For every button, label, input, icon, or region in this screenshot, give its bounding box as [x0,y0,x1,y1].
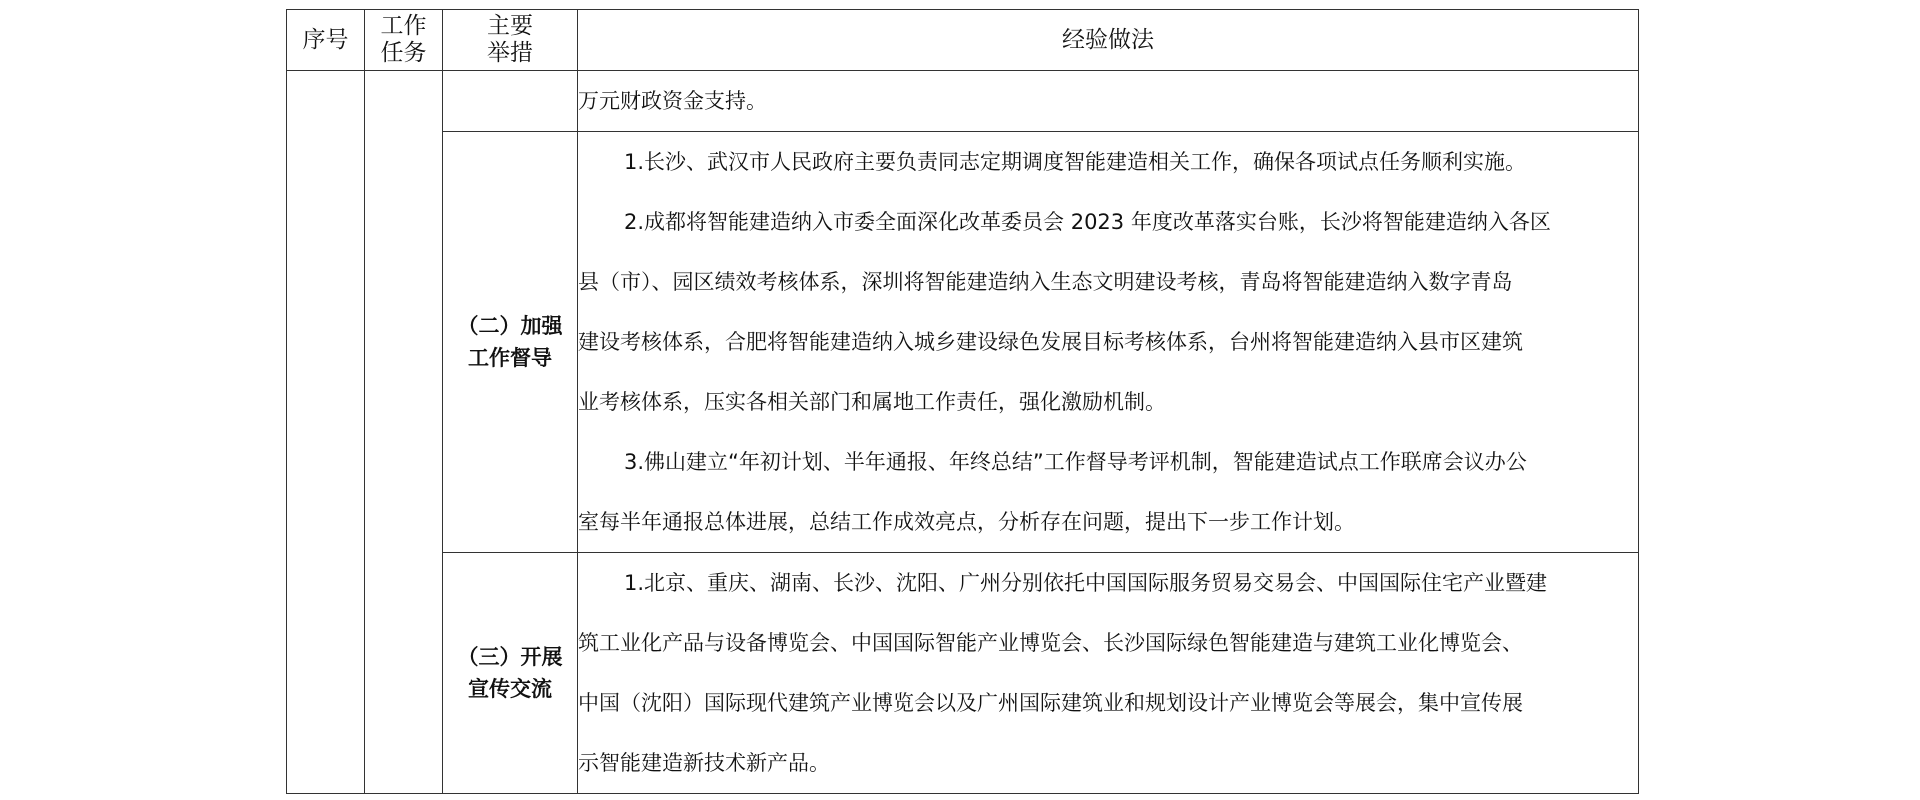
measure-cell-supervision [443,132,578,553]
header-seq: 序号 [287,10,365,71]
text-line: 2.成都将智能建造纳入市委全面深化改革委员会 2023 年度改革落实台账，长沙将智能建造纳入各区 [624,210,1551,234]
header-row [287,10,1639,71]
table-row [287,553,1639,794]
text-line: 筑工业化产品与设备博览会、中国国际智能产业博览会、长沙国际绿色智能建造与建筑工业化博览会、 [578,631,1523,655]
paragraph [578,192,1638,432]
text-line: 万元财政资金支持。 [578,89,767,113]
text-line: 1.长沙、武汉市人民政府主要负责同志定期调度智能建造相关工作，确保各项试点任务顺利实施。 [624,150,1527,174]
header-measure-line-2: 举措 [487,40,533,66]
task-cell [365,71,443,794]
measure-cell-publicity [443,553,578,794]
text-line: 1.北京、重庆、湖南、长沙、沈阳、广州分别依托中国国际服务贸易交易会、中国国际住宅产业暨建 [624,571,1548,595]
experience-cell [578,553,1639,794]
header-task [365,10,443,71]
header-measure-line-1: 主要 [487,13,533,39]
measure-line: （二）加强 [457,314,563,338]
paragraph [578,132,1638,192]
table-row [287,132,1639,553]
paragraph [578,553,1638,793]
seq-cell [287,71,365,794]
table-row [287,71,1639,132]
experience-table [286,9,1639,794]
header-experience: 经验做法 [578,10,1639,71]
text-line: 中国（沈阳）国际现代建筑产业博览会以及广州国际建筑业和规划设计产业博览会等展会，集中宣传展 [578,691,1523,715]
paragraph [578,432,1638,552]
text-line: 县（市）、园区绩效考核体系，深圳将智能建造纳入生态文明建设考核，青岛将智能建造纳入数字青岛 [578,270,1513,294]
measure-line: 宣传交流 [468,677,552,701]
header-task-line-2: 任务 [380,40,427,66]
text-line: 业考核体系，压实各相关部门和属地工作责任，强化激励机制。 [578,390,1166,414]
measure-cell-continued [443,71,578,132]
header-task-line-1: 工作 [380,13,427,39]
text-line: 建设考核体系，合肥将智能建造纳入城乡建设绿色发展目标考核体系，台州将智能建造纳入县市区建筑 [578,330,1523,354]
measure-line: 工作督导 [468,346,552,370]
text-line: 3.佛山建立“年初计划、半年通报、年终总结”工作督导考评机制，智能建造试点工作联席会议办公 [624,450,1527,474]
measure-line: （三）开展 [457,645,563,669]
paragraph [578,71,1638,131]
header-measure [443,10,578,71]
text-line: 示智能建造新技术新产品。 [578,751,830,775]
experience-cell [578,71,1639,132]
experience-cell [578,132,1639,553]
text-line: 室每半年通报总体进展，总结工作成效亮点，分析存在问题，提出下一步工作计划。 [578,510,1355,534]
